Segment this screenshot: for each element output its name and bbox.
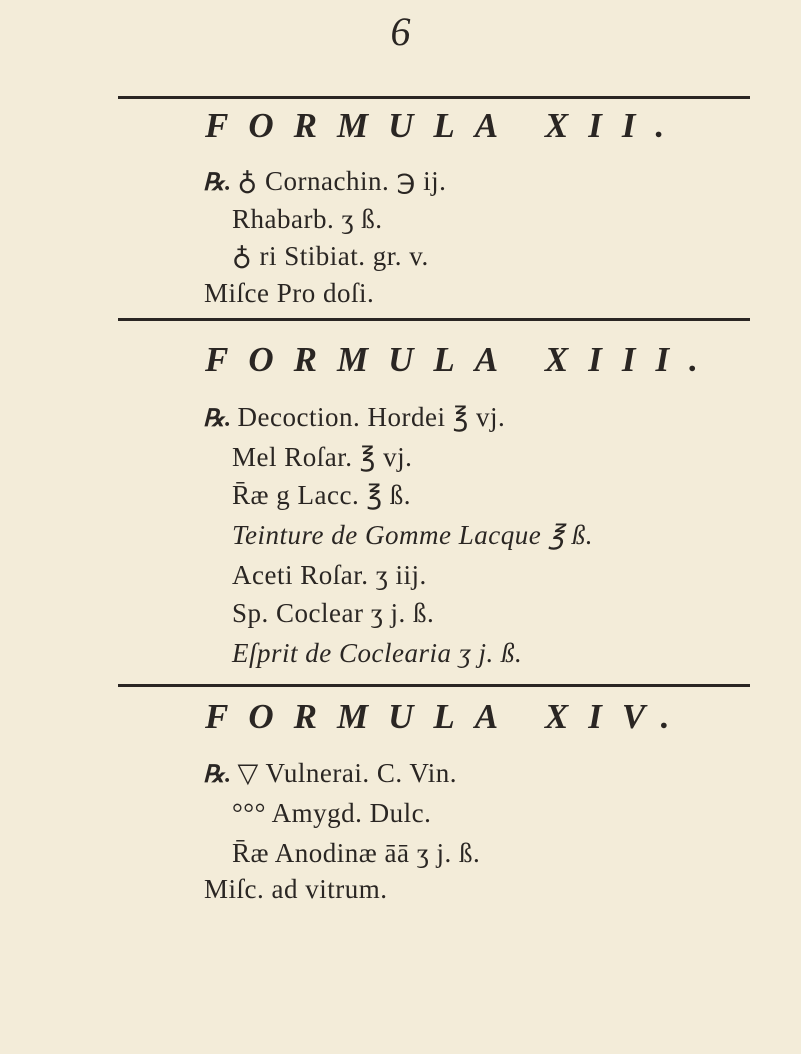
formula-xiii-line-6: Sp. Coclear ʒ j. ß. [232,598,435,628]
divider-rule [118,318,750,321]
formula-xii-line-2: Rhabarb. ʒ ß. [232,204,383,234]
formula-xiv-line-3: R̄æ Anodinæ āā ʒ j. ß. [232,838,481,868]
recipe-symbol: ℞. [203,762,232,788]
formula-xiv-line-1 [203,760,457,787]
formula-xiii-line-3: R̄æ g Lacc. ℥ ß. [232,480,412,510]
formula-xii-line-3: ♁ ri Stibiat. gr. v. [232,241,429,271]
divider-rule [118,96,750,99]
formula-xiii-line-5: Aceti Roſar. ʒ iij. [232,560,427,590]
formula-xiv-line-4: Miſc. ad vitrum. [204,874,388,904]
line-text: Decoction. Hordei ℥ vj. [237,402,506,432]
formula-xiii-line-7: Eſprit de Coclearia ʒ j. ß. [232,638,523,668]
formula-xiii-line-2: Mel Roſar. ℥ vj. [232,442,413,472]
formula-xiii-line-1 [203,404,505,431]
formula-xiv-heading: FORMULA XIV. [205,697,690,736]
recipe-symbol: ℞. [203,170,232,196]
formula-xii-line-1 [203,168,446,195]
formula-xii-line-4: Miſce Pro doſi. [204,278,375,308]
formula-xiv-line-2: °°° Amygd. Dulc. [232,798,432,828]
formula-xiii-line-4: Teinture de Gomme Lacque ℥ ß. [232,520,594,550]
divider-rule [118,684,750,687]
line-text: ♁ Cornachin. ℈ ij. [237,166,447,196]
line-text: ▽ Vulnerai. C. Vin. [237,758,458,788]
recipe-symbol: ℞. [203,406,232,432]
formula-xii-heading: FORMULA XII. [205,106,685,145]
formula-xiii-heading: FORMULA XIII. [205,340,718,379]
page-number: 6 [390,9,411,54]
